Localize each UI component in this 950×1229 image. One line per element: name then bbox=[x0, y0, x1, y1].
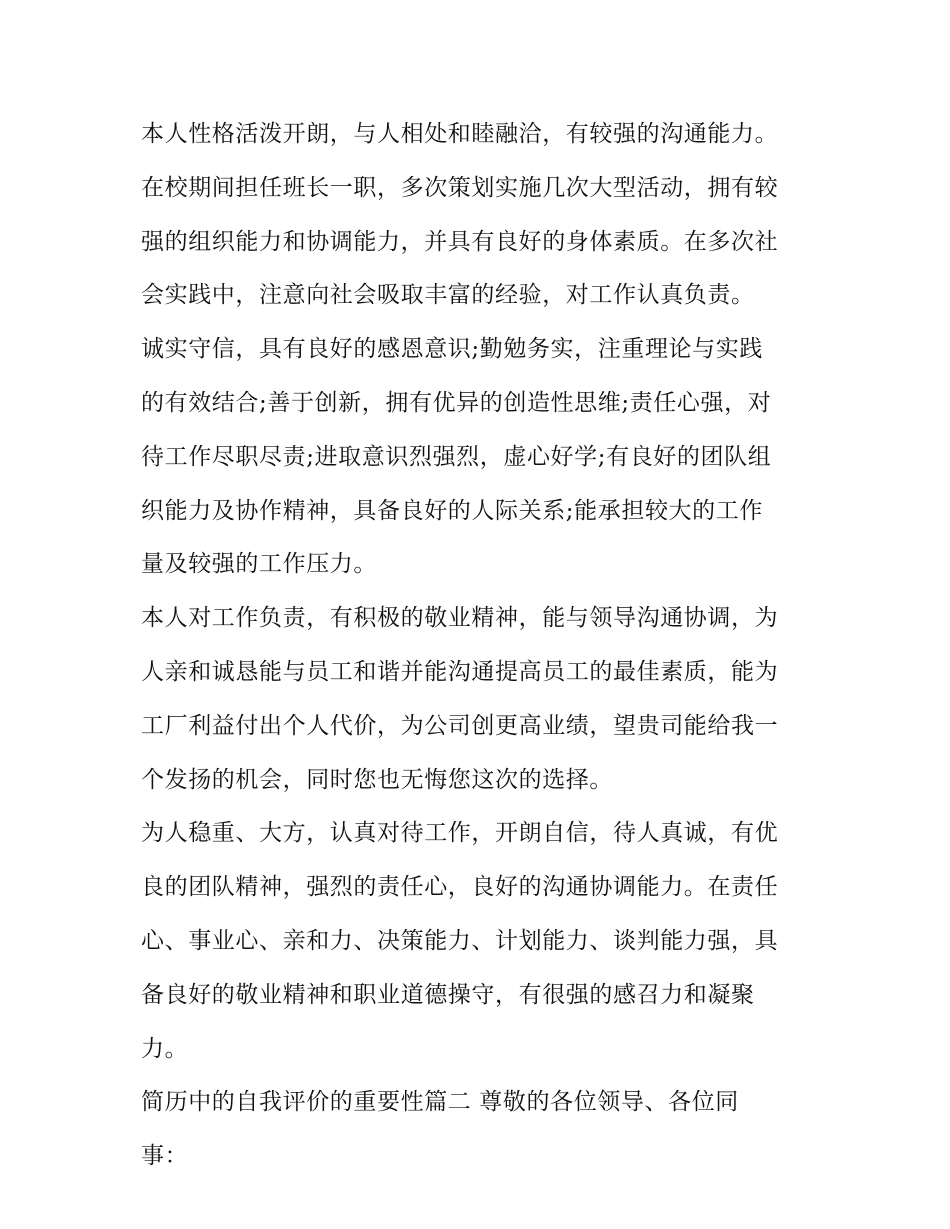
document-body bbox=[141, 108, 821, 1184]
text-line: 本人对工作负责，有积极的敬业精神，能与领导沟通协调，为 bbox=[141, 605, 779, 632]
text-line: 的有效结合;善于创新，拥有优异的创造性思维;责任心强，对 bbox=[141, 389, 772, 416]
text-line: 人亲和诚恳能与员工和谐并能沟通提高员工的最佳素质，能为 bbox=[141, 658, 779, 685]
text-line: 备良好的敬业精神和职业道德操守，有很强的感召力和凝聚 bbox=[141, 981, 755, 1008]
text-line: 会实践中，注意向社会吸取丰富的经验，对工作认真负责。 bbox=[141, 282, 755, 309]
text-line: 织能力及协作精神，具备良好的人际关系;能承担较大的工作 bbox=[141, 497, 763, 524]
text-line: 工厂利益付出个人代价，为公司创更高业绩，望贵司能给我一 bbox=[141, 712, 779, 739]
text-line: 事： bbox=[141, 1143, 189, 1170]
text-line: 强的组织能力和协调能力，并具有良好的身体素质。在多次社 bbox=[141, 228, 779, 255]
text-line: 在校期间担任班长一职，多次策划实施几次大型活动，拥有较 bbox=[141, 174, 779, 201]
text-line: 良的团队精神，强烈的责任心，良好的沟通协调能力。在责任 bbox=[141, 874, 779, 901]
text-line: 诚实守信，具有良好的感恩意识;勤勉务实，注重理论与实践 bbox=[141, 336, 763, 363]
text-line: 为人稳重、大方，认真对待工作，开朗自信，待人真诚，有优 bbox=[141, 820, 779, 847]
text-line: 心、事业心、亲和力、决策能力、计划能力、谈判能力强，具 bbox=[141, 927, 779, 954]
text-line: 本人性格活泼开朗，与人相处和睦融洽，有较强的沟通能力。 bbox=[141, 121, 779, 147]
text-line: 简历中的自我评价的重要性篇二 尊敬的各位领导、各位同 bbox=[141, 1089, 739, 1116]
text-line: 力。 bbox=[141, 1035, 189, 1062]
text-line: 量及较强的工作压力。 bbox=[141, 551, 377, 578]
text-line: 待工作尽职尽责;进取意识烈强烈，虚心好学;有良好的团队组 bbox=[141, 443, 772, 470]
text-line: 个发扬的机会，同时您也无悔您这次的选择。 bbox=[141, 766, 613, 793]
